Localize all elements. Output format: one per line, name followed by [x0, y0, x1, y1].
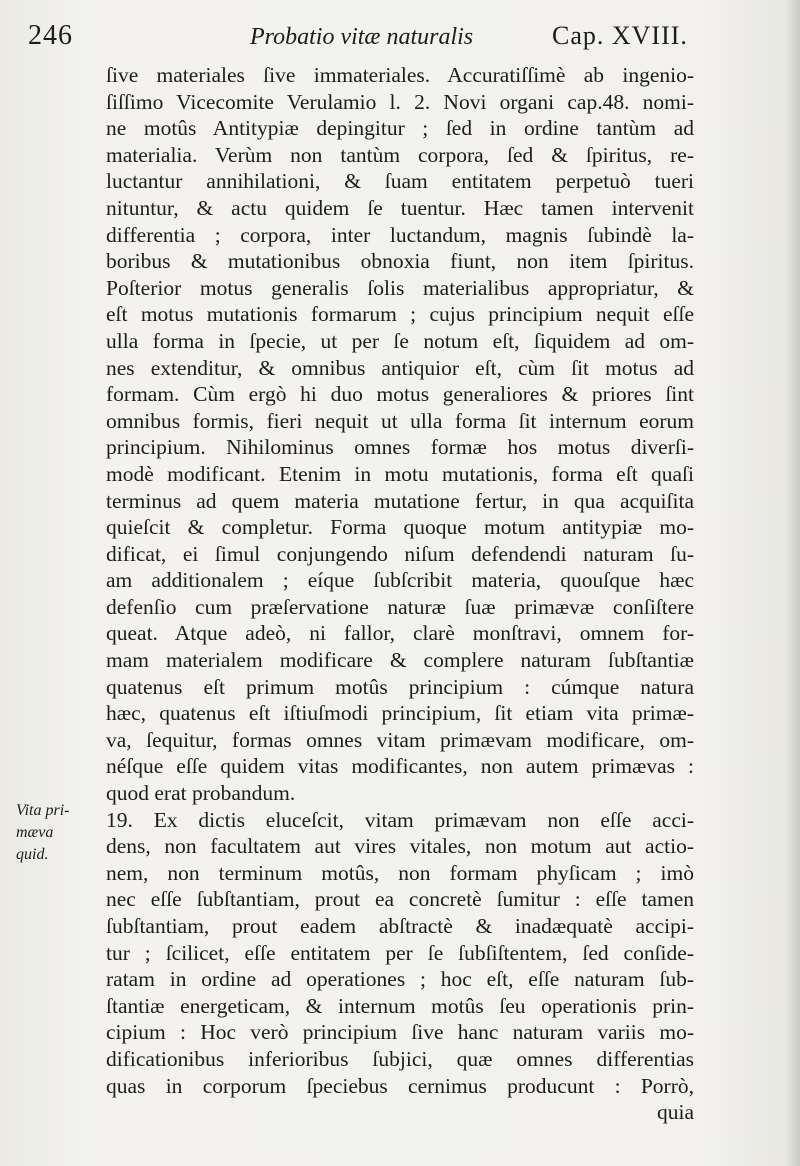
running-title: Probatio vitæ naturalis [250, 24, 474, 50]
text-line: ſiſſimo Vicecomite Verulamio l. 2. Novi organi cap.48. nomi- [106, 89, 694, 114]
text-line: hæc, quatenus eſt iſtiuſmodi principium, ſit etiam vita primæ- [106, 701, 694, 726]
margin-note-line: quid. [16, 846, 49, 863]
text-line: va, ſequitur, formas omnes vitam primævam modificare, om- [106, 727, 694, 752]
text-line: dens, non facultatem aut vires vitales, non motum aut actio- [106, 834, 694, 859]
text-line: quatenus eſt primum motûs principium : cúmque natura [106, 674, 694, 699]
text-line: Poſterior motus generalis ſolis materialibus appropriatur, & [106, 275, 694, 300]
page-gutter-shadow [786, 0, 800, 1166]
text-line: tur ; ſcilicet, eſſe entitatem per ſe ſubſiſtentem, ſed conſide- [106, 940, 694, 965]
text-line: luctantur annihilationi, & ſuam entitatem perpetuò tueri [106, 169, 694, 194]
text-line: am additionalem ; eíque ſubſcribit materia, quouſque hæc [106, 568, 694, 593]
text-line: ſive materiales ſive immateriales. Accuratiſſimè ab ingenio- [106, 63, 694, 87]
text-line: differentia ; corpora, inter luctandum, magnis ſubindè la- [106, 222, 694, 247]
text-line: omnibus formis, fieri nequit ut ulla forma ſit internum eorum [106, 408, 694, 433]
text-line: ſtantiæ energeticam, & internum motûs ſeu operationis prin- [106, 993, 694, 1018]
text-line: nes extenditur, & omnibus antiquior eſt, cùm ſit motus ad [106, 355, 694, 380]
text-line: nituntur, & actu quidem ſe tuentur. Hæc tamen intervenit [106, 195, 694, 220]
body-text [106, 62, 694, 1126]
text-line: ſubſtantiam, prout eadem abſtractè & inadæquatè accipi- [106, 914, 694, 938]
text-line: queat. Atque adeò, ni fallor, clarè monſtravi, omnem for- [106, 621, 694, 646]
text-line: nec eſſe ſubſtantiam, prout ea concretè ſumitur : eſſe tamen [106, 887, 694, 912]
text-line: quas in corporum ſpeciebus cernimus producunt : Porrò, [106, 1073, 694, 1098]
text-line: ratam in ordine ad operationes ; hoc eſt, eſſe naturam ſub- [106, 967, 694, 992]
margin-note [16, 800, 98, 866]
text-line: formam. Cùm ergò hi duo motus generaliores & priores ſint [106, 382, 694, 407]
text-line: principium. Nihilominus omnes formæ hos motus diverſi- [106, 435, 694, 460]
margin-note-line: mæva [16, 824, 54, 841]
text-line: quod erat probandum. [106, 781, 296, 806]
text-line: dificationibus inferioribus ſubjici, quæ omnes differentias [106, 1046, 694, 1071]
text-line: modè modificant. Etenim in motu mutationis, forma eſt quaſi [106, 461, 694, 486]
page-header [0, 18, 800, 58]
page-number: 246 [28, 20, 73, 51]
text-line: ulla forma in ſpecie, ut per ſe notum eſt, ſiquidem ad om- [106, 328, 694, 353]
text-line: cipium : Hoc verò principium ſive hanc naturam variis mo- [106, 1020, 694, 1045]
chapter-label: Cap. XVIII. [552, 21, 688, 50]
text-line: quieſcit & completur. Forma quoque motum antitypiæ mo- [106, 515, 694, 540]
margin-note-line: Vita pri- [16, 802, 70, 819]
text-line: dificat, ei ſimul conjungendo niſum defendendi naturam ſu- [106, 541, 694, 566]
text-line: materialia. Verùm non tantùm corpora, ſed & ſpiritus, re- [106, 142, 694, 167]
text-line: defenſio cum præſervatione naturæ ſuæ primævæ conſiſtere [106, 594, 694, 619]
text-line: eſt motus mutationis formarum ; cujus principium nequit eſſe [106, 302, 694, 327]
text-line: 19. Ex dictis eluceſcit, vitam primævam non eſſe acci- [106, 807, 694, 832]
text-line: terminus ad quem materia mutatione fertur, in qua acquiſita [106, 488, 694, 513]
text-line: mam materialem modificare & complere naturam ſubſtantiæ [106, 648, 694, 673]
text-line: nem, non terminum motûs, non formam phyſicam ; imò [106, 860, 694, 885]
catchword: quia [656, 1100, 694, 1125]
text-line: boribus & mutationibus obnoxia fiunt, non item ſpiritus. [106, 249, 694, 274]
text-line: ne motûs Antitypiæ depingitur ; ſed in ordine tantùm ad [106, 116, 694, 141]
text-line: néſque eſſe quidem vitas modificantes, non autem primævas : [106, 754, 694, 779]
